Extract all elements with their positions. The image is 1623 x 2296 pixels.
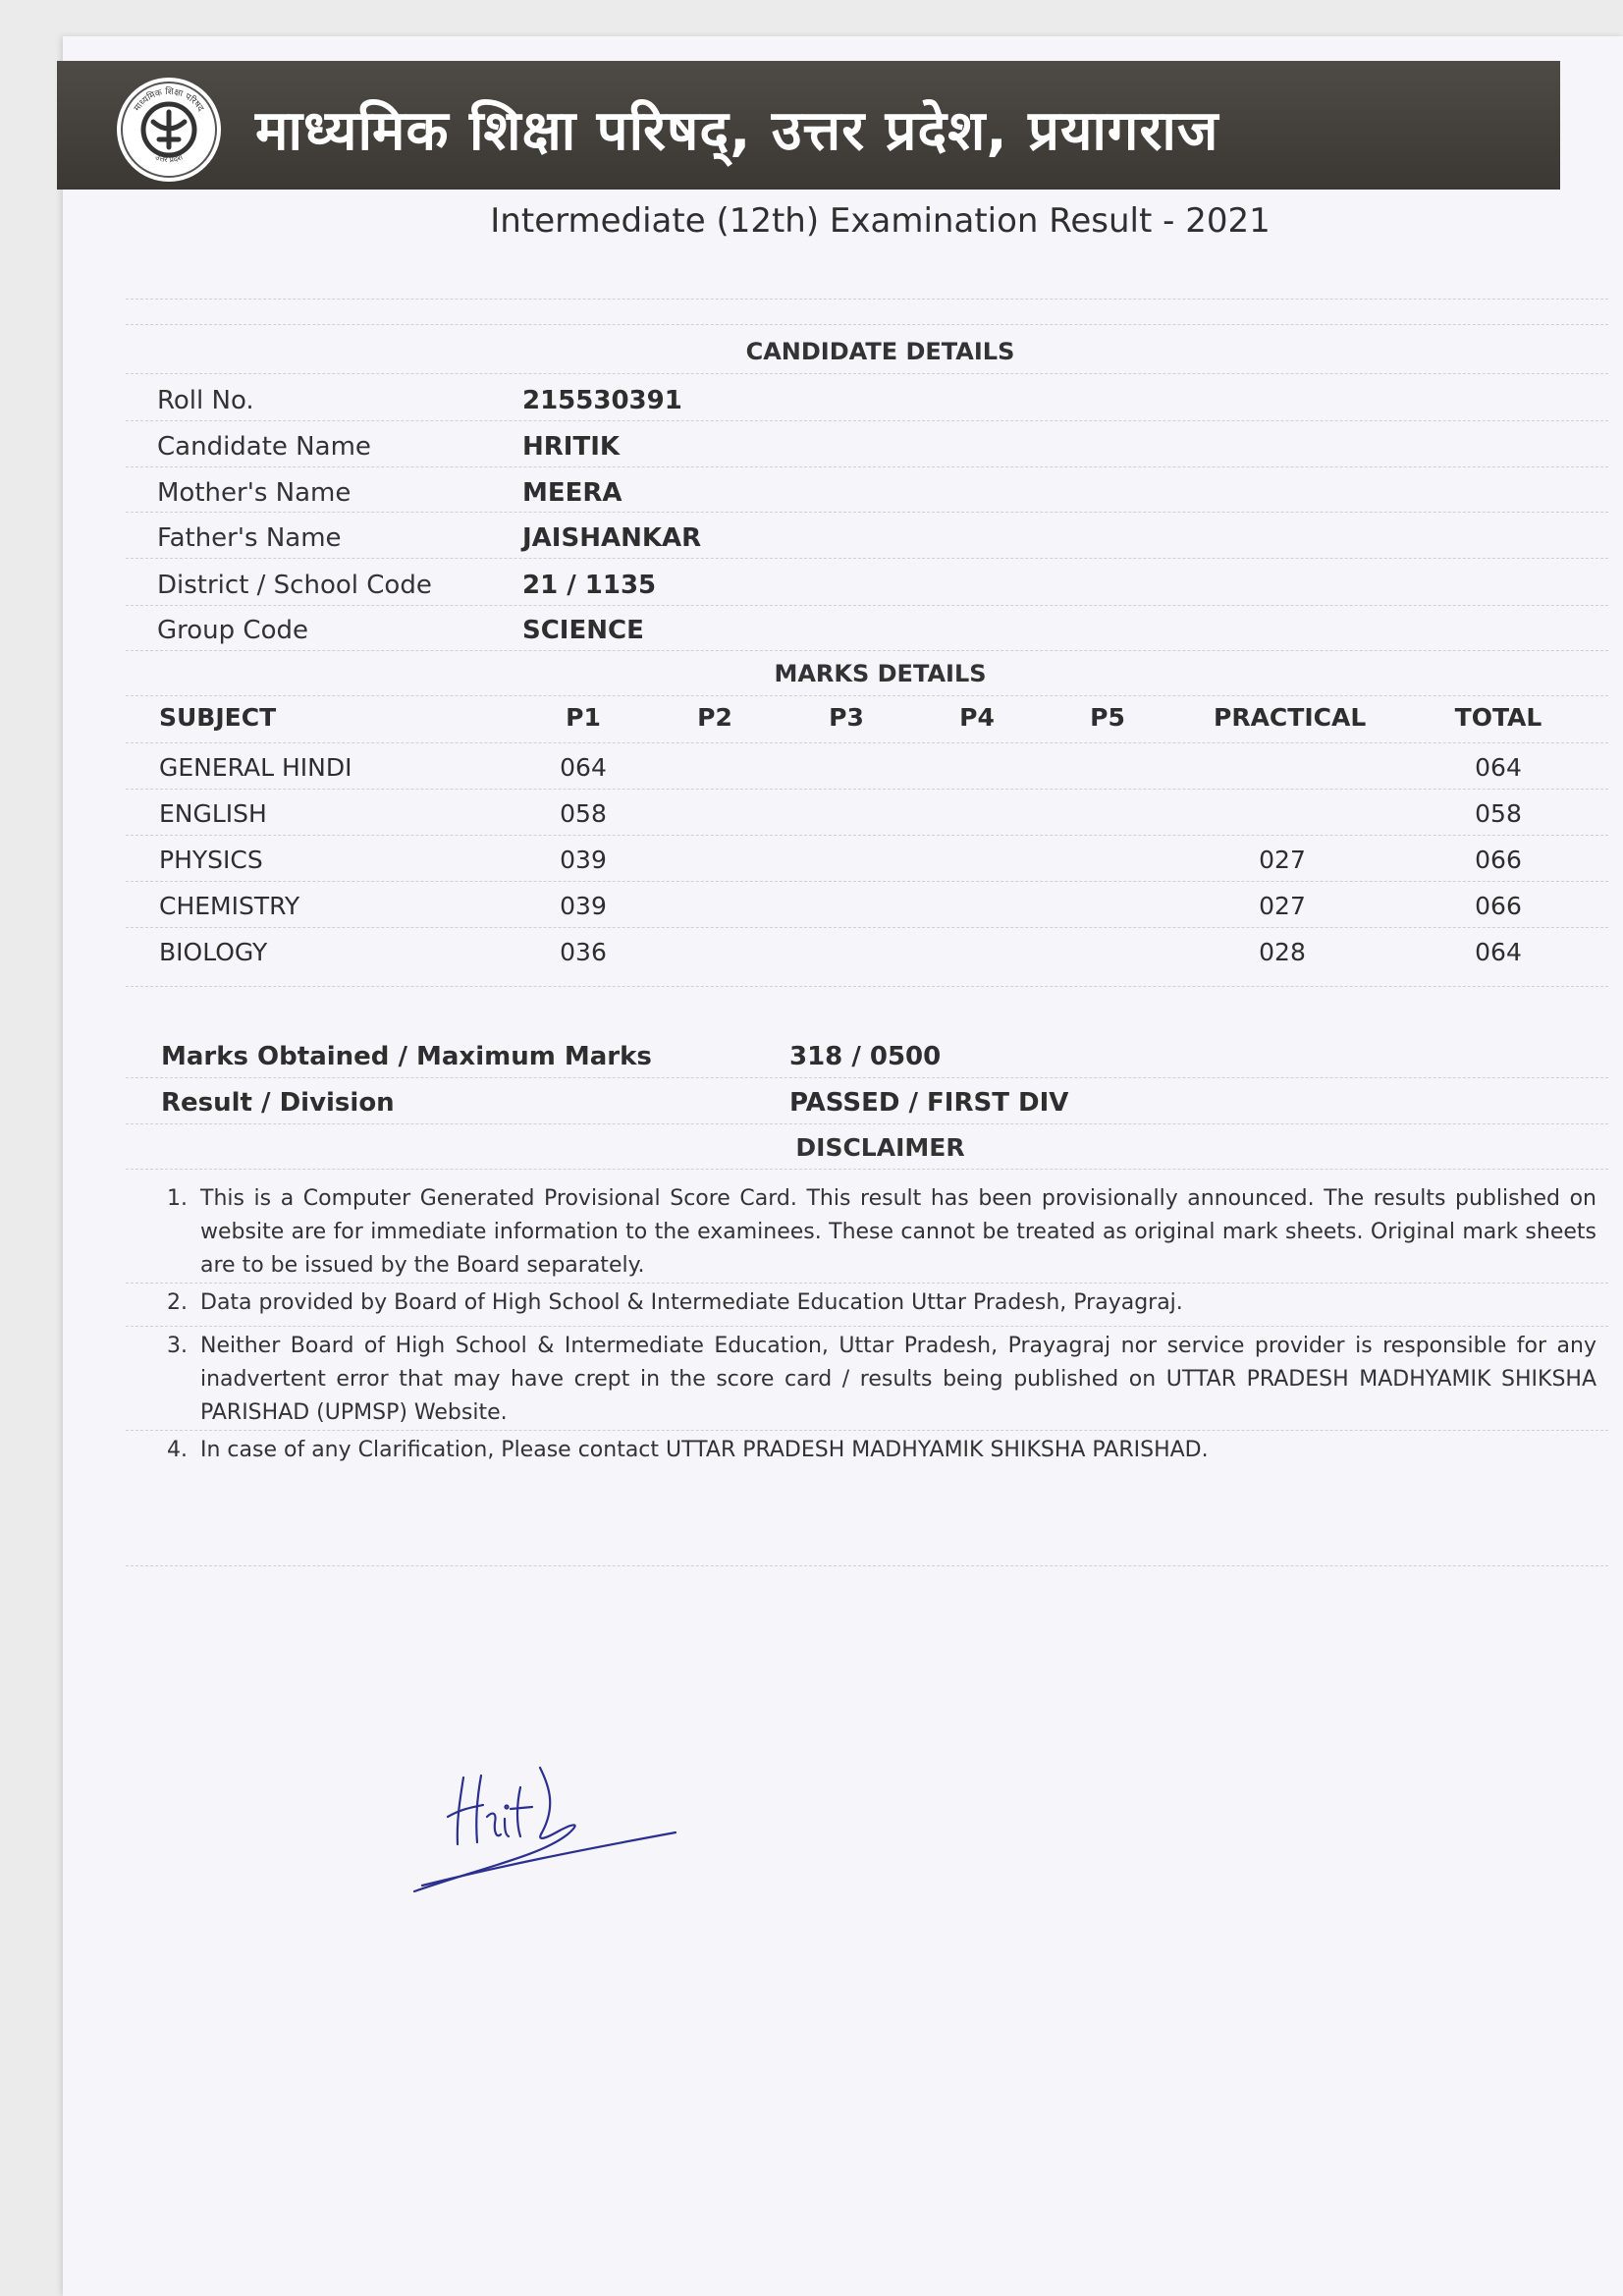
subject-cell: ENGLISH xyxy=(159,799,267,828)
upmsp-seal-icon xyxy=(114,75,224,185)
divider xyxy=(126,695,1608,696)
header-subject: SUBJECT xyxy=(159,703,277,732)
candidate-details-title: CANDIDATE DETAILS xyxy=(745,338,1015,365)
p1-cell: 039 xyxy=(560,846,607,874)
header-total: TOTAL xyxy=(1454,703,1542,732)
p1-cell: 036 xyxy=(560,938,607,966)
header-p3: P3 xyxy=(829,703,864,732)
header-p2: P2 xyxy=(697,703,732,732)
table-row xyxy=(0,748,1623,788)
table-row xyxy=(0,933,1623,972)
candidate-value: 21 / 1135 xyxy=(522,571,657,600)
marks-obtained-value: 318 / 0500 xyxy=(789,1042,942,1071)
total-cell: 066 xyxy=(1475,846,1522,874)
candidate-label: Candidate Name xyxy=(157,432,371,462)
subject-cell: GENERAL HINDI xyxy=(159,753,352,782)
divider xyxy=(126,299,1608,300)
disclaimer-text: In case of any Clarification, Please contact UTTAR PRADESH MADHYAMIK SHIKSHA PARISHAD. xyxy=(200,1438,1209,1462)
divider xyxy=(126,373,1608,374)
subject-cell: CHEMISTRY xyxy=(159,892,300,920)
header-p5: P5 xyxy=(1090,703,1125,732)
disclaimer-text: Data provided by Board of High School & Intermediate Education Uttar Pradesh, Prayagraj. xyxy=(200,1290,1183,1315)
table-row xyxy=(0,887,1623,926)
practical-cell: 027 xyxy=(1259,892,1306,920)
disclaimer-text: Neither Board of High School & Intermediate Education, Uttar Pradesh, Prayagraj nor service provider is responsible for any inadvertent error that may have crept in the score card / results being published on UTTAR PRADESH MADHYAMIK SHIKSHA PARISHAD (UPMSP) Website. xyxy=(200,1334,1596,1425)
marks-obtained-label: Marks Obtained / Maximum Marks xyxy=(161,1042,652,1071)
candidate-label: Group Code xyxy=(157,616,308,645)
disclaimer-number: 3. xyxy=(167,1334,188,1358)
candidate-value: HRITIK xyxy=(522,432,621,462)
total-cell: 066 xyxy=(1475,892,1522,920)
candidate-value: 215530391 xyxy=(522,386,682,415)
disclaimer-number: 4. xyxy=(167,1438,188,1462)
candidate-value: JAISHANKAR xyxy=(522,523,702,553)
practical-cell: 028 xyxy=(1259,938,1306,966)
table-row xyxy=(0,794,1623,834)
candidate-label: District / School Code xyxy=(157,571,432,600)
disclaimer-text: This is a Computer Generated Provisional Score Card. This result has been provisionally announced. The results published on website are for immediate information to the examinees. These cannot be treated as original mark sheets. Original mark sheets are to be issued by the Board separately. xyxy=(200,1186,1596,1278)
total-cell: 064 xyxy=(1475,753,1522,782)
subject-cell: BIOLOGY xyxy=(159,938,268,966)
header-practical: PRACTICAL xyxy=(1214,703,1367,732)
header-p4: P4 xyxy=(959,703,995,732)
p1-cell: 039 xyxy=(560,892,607,920)
p1-cell: 064 xyxy=(560,753,607,782)
candidate-value: MEERA xyxy=(522,478,622,508)
total-cell: 058 xyxy=(1475,799,1522,828)
candidate-label: Father's Name xyxy=(157,523,342,553)
candidate-label: Mother's Name xyxy=(157,478,352,508)
exam-title: Intermediate (12th) Examination Result - 2021 xyxy=(490,201,1271,241)
logo-text-bottom: उत्तर प्रदेश xyxy=(153,152,185,165)
candidate-value: SCIENCE xyxy=(522,616,644,645)
candidate-label: Roll No. xyxy=(157,386,254,415)
header-p1: P1 xyxy=(566,703,601,732)
total-cell: 064 xyxy=(1475,938,1522,966)
result-label: Result / Division xyxy=(161,1088,395,1118)
board-name: माध्यमिक शिक्षा परिषद्, उत्तर प्रदेश, प्रयागराज xyxy=(255,99,1219,163)
disclaimer-number: 2. xyxy=(167,1290,188,1315)
result-value: PASSED / FIRST DIV xyxy=(789,1088,1069,1118)
table-row xyxy=(0,841,1623,880)
subject-cell: PHYSICS xyxy=(159,846,263,874)
practical-cell: 027 xyxy=(1259,846,1306,874)
disclaimer-title: DISCLAIMER xyxy=(795,1133,965,1162)
logo-text-top: माध्यमिक शिक्षा परिषद xyxy=(133,86,206,114)
p1-cell: 058 xyxy=(560,799,607,828)
score-card-sheet xyxy=(63,36,1623,2296)
candidate-signature xyxy=(403,1748,697,1895)
divider xyxy=(126,324,1608,325)
marks-details-title: MARKS DETAILS xyxy=(774,660,987,687)
disclaimer-number: 1. xyxy=(167,1186,188,1211)
